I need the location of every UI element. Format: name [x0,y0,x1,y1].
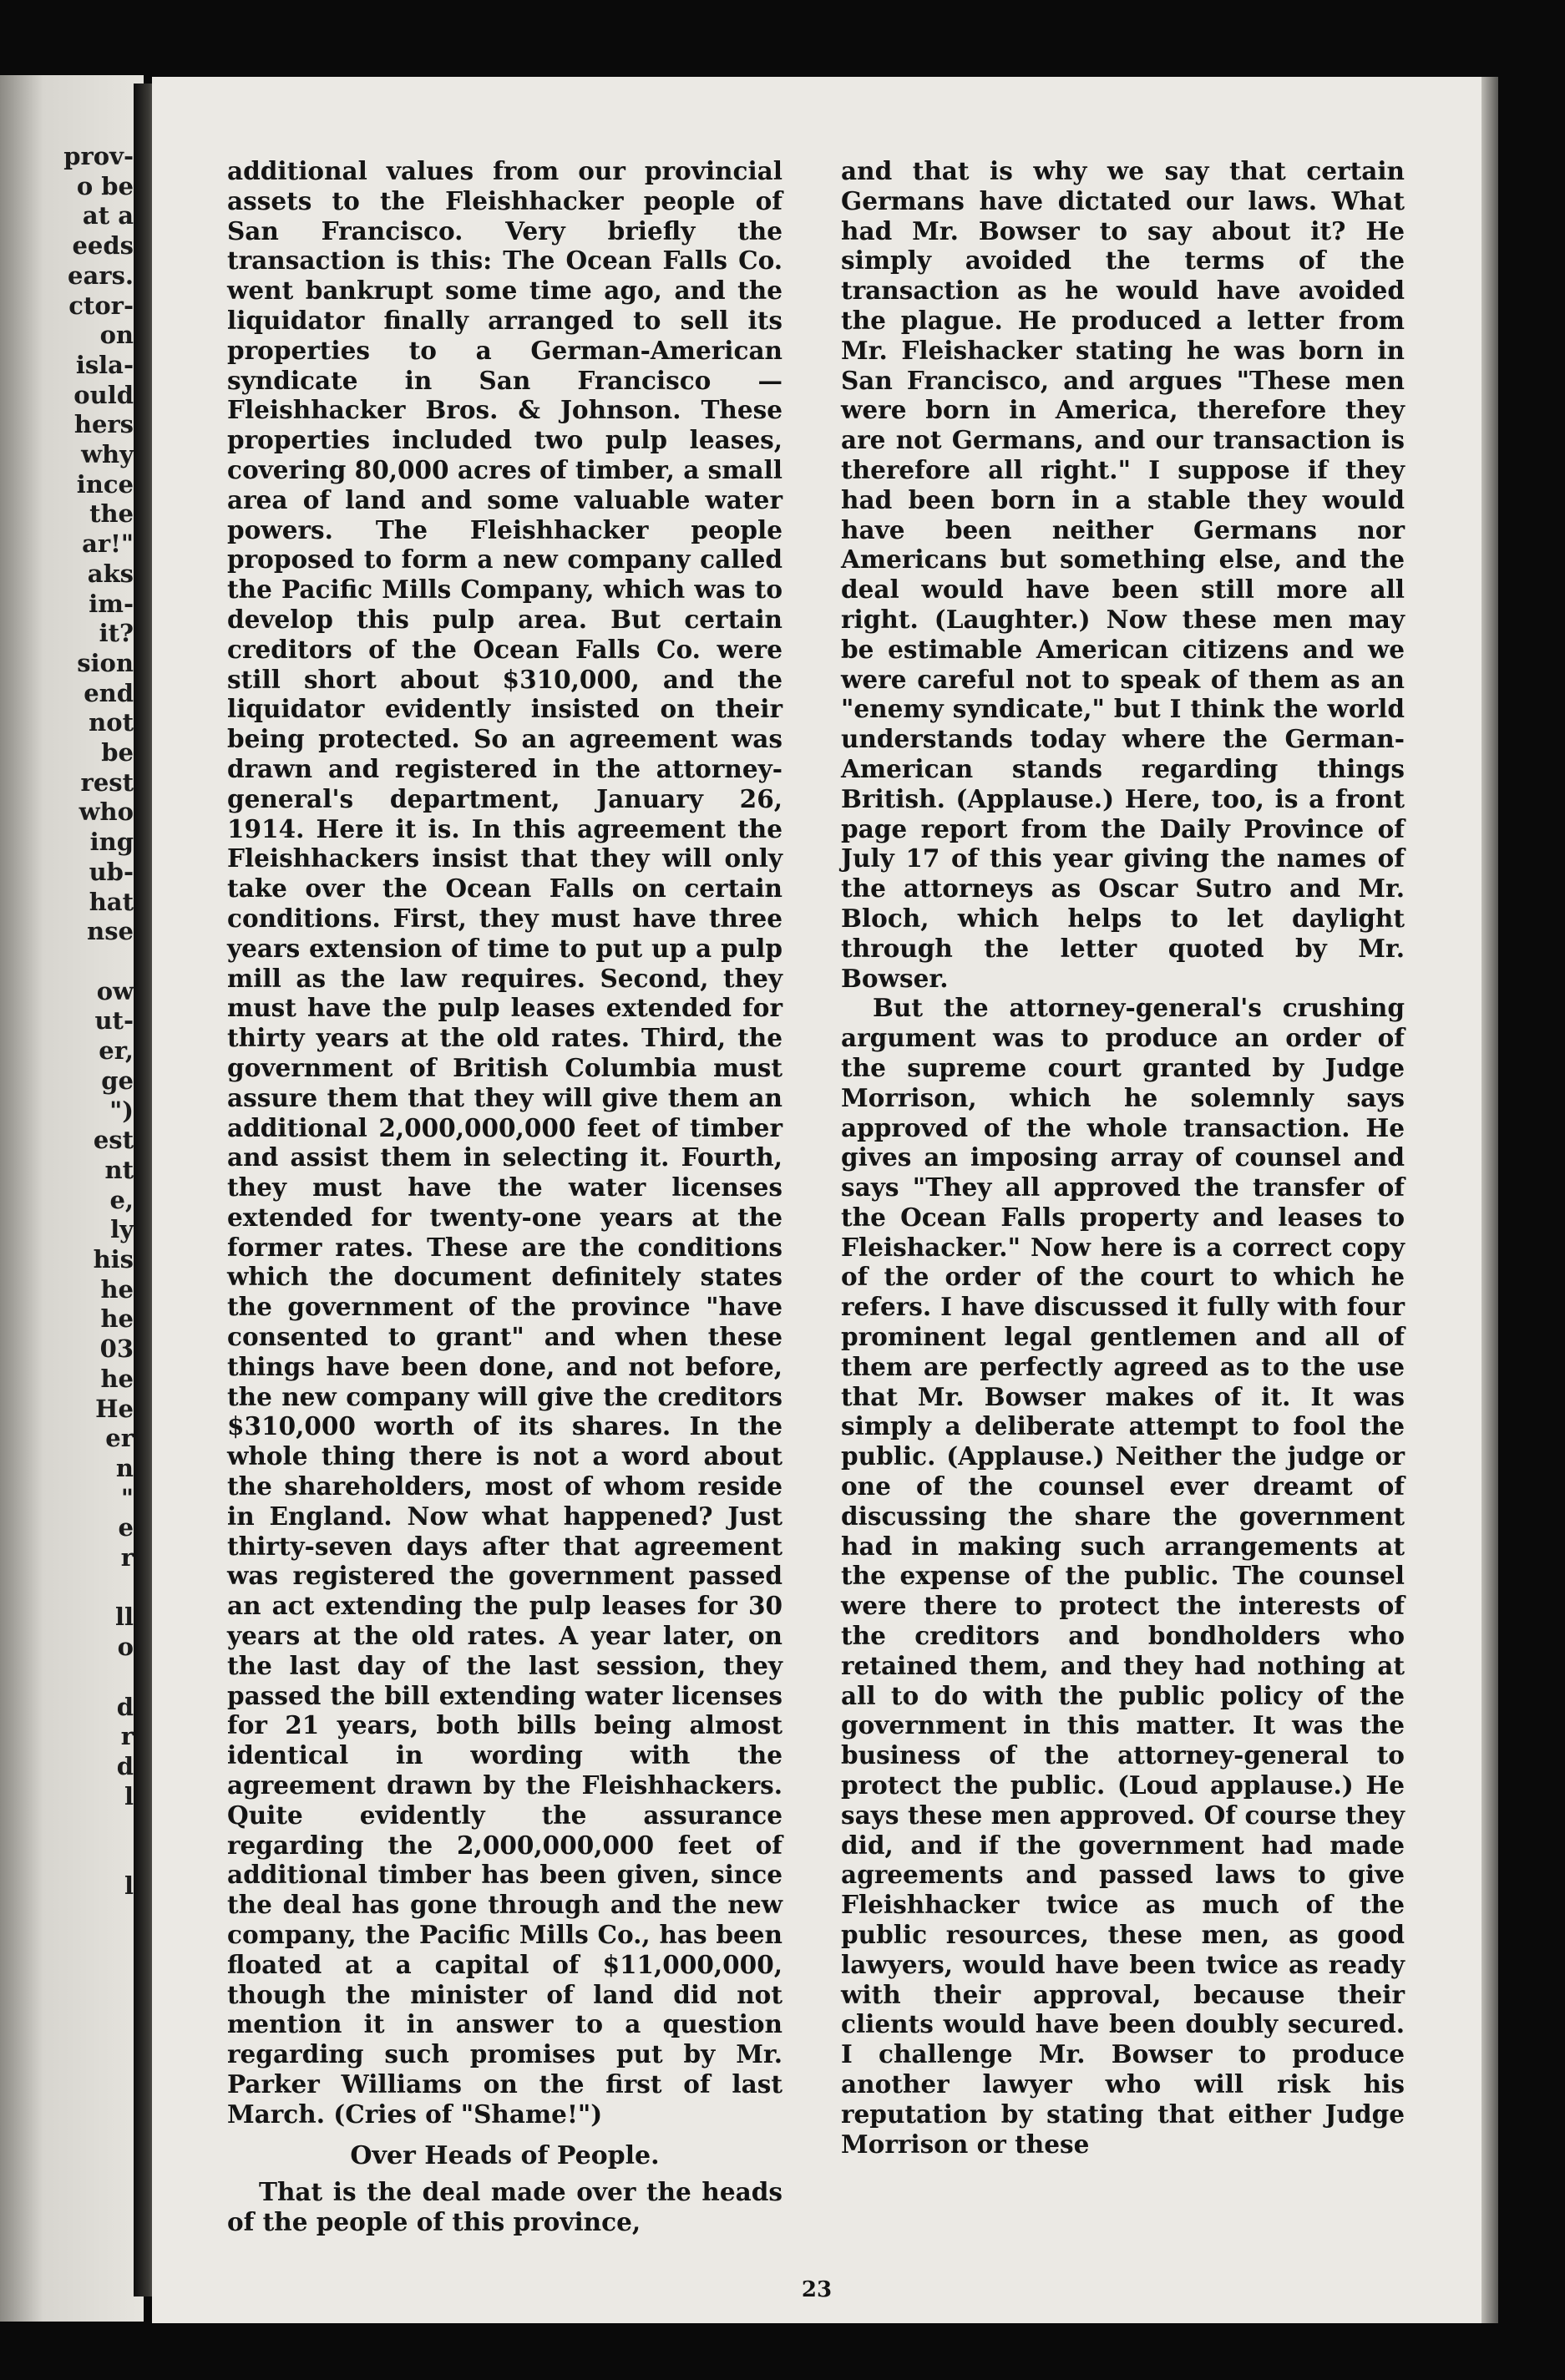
facing-page-line: end [84,678,134,707]
facing-page-line: hers [73,410,134,439]
facing-page-line: er [105,1424,134,1453]
facing-page-line: o [117,1633,134,1662]
facing-page-line: l [124,1781,134,1810]
right-paragraph-1: and that is why we say that certain Germans have dictated our laws. What had Mr. Bowser to say about it? He simply avoided the terms of the transaction as he would have avoided the plague. He produced a letter from Mr. Fleishacker stating he was born in San Francisco, and argues "These men were born in America, therefore they are not Germans, and our transaction is therefore all right." I suppose if they had been born in a stable they would have been neither Germans nor Americans but something else, and the deal would have been still more all right. (Laughter.) Now these men may be estimable American citizens and we were careful not to speak of them as an "enemy syndicate," but I think the world understands today where the German-American stands regarding things British. (Applause.) Here, too, is a front page report from the Daily Province of July 17 of this year giving the names of the attorneys as Oscar Sutro and Mr. Bloch, which helps to let daylight through the letter quoted by Mr. Bowser. [841,156,1405,993]
right-paragraph-2: But the attorney-general's crushing argument was to produce an order of the supreme court granted by Judge Morrison, which he solemnly says approved of the whole transaction. He gives an imposing array of counsel and says "They all approved the transfer of the Ocean Falls property and leases to Fleishacker." Now here is a correct copy of the order of the court to which he refers. I have discussed it fully with four prominent legal gentlemen and all of them are perfectly agreed as to the use that Mr. Bowser makes of it. It was simply a deliberate attempt to fool the public. (Applause.) Neither the judge or one of the counsel ever dreamt of discussing the share the government had in making such arrangements at the expense of the public. The counsel were there to protect the interests of the creditors and bondholders who retained them, and they had nothing at all to do with the public policy of the government in this matter. It was the business of the attorney-general to protect the public. (Loud applause.) He says these men approved. Of course they did, and if the government had made agreements and passed laws to give Fleishhacker twice as much of the public resources, these men, as good lawyers, would have been twice as ready with their approval, because their clients would have been doubly secured. I challenge Mr. Bowser to produce another lawyer who will risk his reputation by stating that either Judge Morrison or these [841,993,1405,2159]
facing-page-line: o be [76,171,134,200]
facing-page-line: prov- [63,142,134,170]
facing-page-line: He [95,1394,134,1423]
facing-page-line: he [100,1364,134,1393]
facing-page-line: est [93,1126,134,1155]
facing-page-line: his [93,1245,134,1274]
facing-page-line: ly [110,1215,134,1244]
facing-page-line [8,1573,134,1603]
facing-page-line: d [116,1692,134,1721]
left-paragraph-2: That is the deal made over the heads of the people of this province, [227,2177,782,2237]
facing-page-line: er, [99,1036,134,1066]
facing-page-line [8,1663,134,1693]
facing-page-line: rest [80,767,134,797]
facing-page-line: on [99,321,134,350]
facing-page-line: it? [99,619,134,648]
facing-page-line: ow [96,976,134,1005]
section-heading: Over Heads of People. [350,2140,660,2170]
facing-page-line: " [120,1483,134,1512]
facing-page-line: ") [109,1096,134,1125]
facing-page-line: r [120,1722,134,1751]
facing-page-line: ing [89,828,134,857]
facing-page-line: ub- [89,857,134,886]
facing-page-fragment [0,75,144,2322]
facing-page-line: im- [89,589,134,618]
facing-page-line: r [120,1543,134,1572]
facing-page-line: not [89,708,134,737]
facing-page-line [8,1841,134,1871]
facing-page-line: e, [109,1185,134,1214]
facing-page-line: the [89,499,134,529]
facing-page-line: at a [82,201,134,230]
page-number: 23 [801,2277,833,2302]
facing-page-line: he [100,1304,134,1334]
facing-page-line: n [115,1453,134,1482]
right-column [841,156,1405,2159]
facing-page-line [8,1811,134,1841]
facing-page-line: l [124,1871,134,1900]
left-paragraph-1: additional values from our provincial assets to the Fleishhacker people of San Francisco. Very briefly the transaction is this: The Ocean Falls Co. went bankrupt some time ago, and the liquidator finally arranged to sell its properties to a German-American syndicate in San Francisco —Fleishhacker Bros. & Johnson. These properties included two pulp leases, covering 80,000 acres of timber, a small area of land and some valuable water powers. The Fleishhacker people proposed to form a new company called the Pacific Mills Company, which was to develop this pulp area. But certain creditors of the Ocean Falls Co. were still short about $310,000, and the liquidator evidently insisted on their being protected. So an agreement was drawn and registered in the attorney-general's department, January 26, 1914. Here it is. In this agreement the Fleishhackers insist that they will only take over the Ocean Falls on certain conditions. First, they must have three years extension of time to put up a pulp mill as the law requires. Second, they must have the pulp leases extended for thirty years at the old rates. Third, the government of British Columbia must assure them that they will give them an additional 2,000,000,000 feet of timber and assist them in selecting it. Fourth, they must have the water licenses extended for twenty-one years at the former rates. These are the conditions which the document definitely states the government of the province "have consented to grant" and when these things have been done, and not before, the new company will give the creditors $310,000 worth of its shares. In the whole thing there is not a word about the shareholders, most of whom reside in England. Now what happened? Just thirty-seven days after that agreement was registered the government passed an act extending the pulp leases for 30 years at the old rates. A year later, on the last day of the last session, they passed the bill extending water licenses for 21 years, both bills being almost identical in wording with the agreement drawn by the Fleishhackers. Quite evidently the assurance regarding the 2,000,000,000 feet of additional timber has been given, since the deal has gone through and the new company, the Pacific Mills Co., has been floated at a capital of $11,000,000, though the minister of land did not mention it in answer to a question regarding such promises put by Mr. Parker Williams on the first of last March. (Cries of "Shame!") [227,156,782,2129]
facing-page-line: eeds [72,231,134,261]
facing-page-line: 03 [99,1334,134,1364]
page-edge [1481,77,1498,2323]
facing-page-line: he [100,1274,134,1304]
facing-page-line: ll [114,1603,134,1632]
facing-page-line [8,947,134,977]
facing-page-line: nt [104,1155,134,1184]
facing-page-line: ince [76,469,134,499]
facing-page-line: ears. [68,261,134,290]
facing-page-line: hat [89,887,134,916]
facing-page-line: ctor- [68,291,134,320]
facing-page-line: be [101,738,134,767]
facing-page-line: ge [101,1066,134,1095]
document-page [152,77,1481,2323]
facing-page-line: ar!" [82,529,134,559]
facing-page-line: ut- [94,1006,134,1036]
facing-page-line: e [118,1513,134,1542]
facing-page-line: why [81,440,134,469]
facing-page-line: ould [73,380,134,409]
facing-page-text [8,142,134,1901]
facing-page-line: isla- [75,350,134,379]
facing-page-line: who [79,798,134,827]
facing-page-line: nse [87,917,134,946]
left-column [227,156,782,2237]
facing-page-line: aks [87,559,134,588]
facing-page-line: d [116,1751,134,1780]
facing-page-line: sion [77,648,134,677]
